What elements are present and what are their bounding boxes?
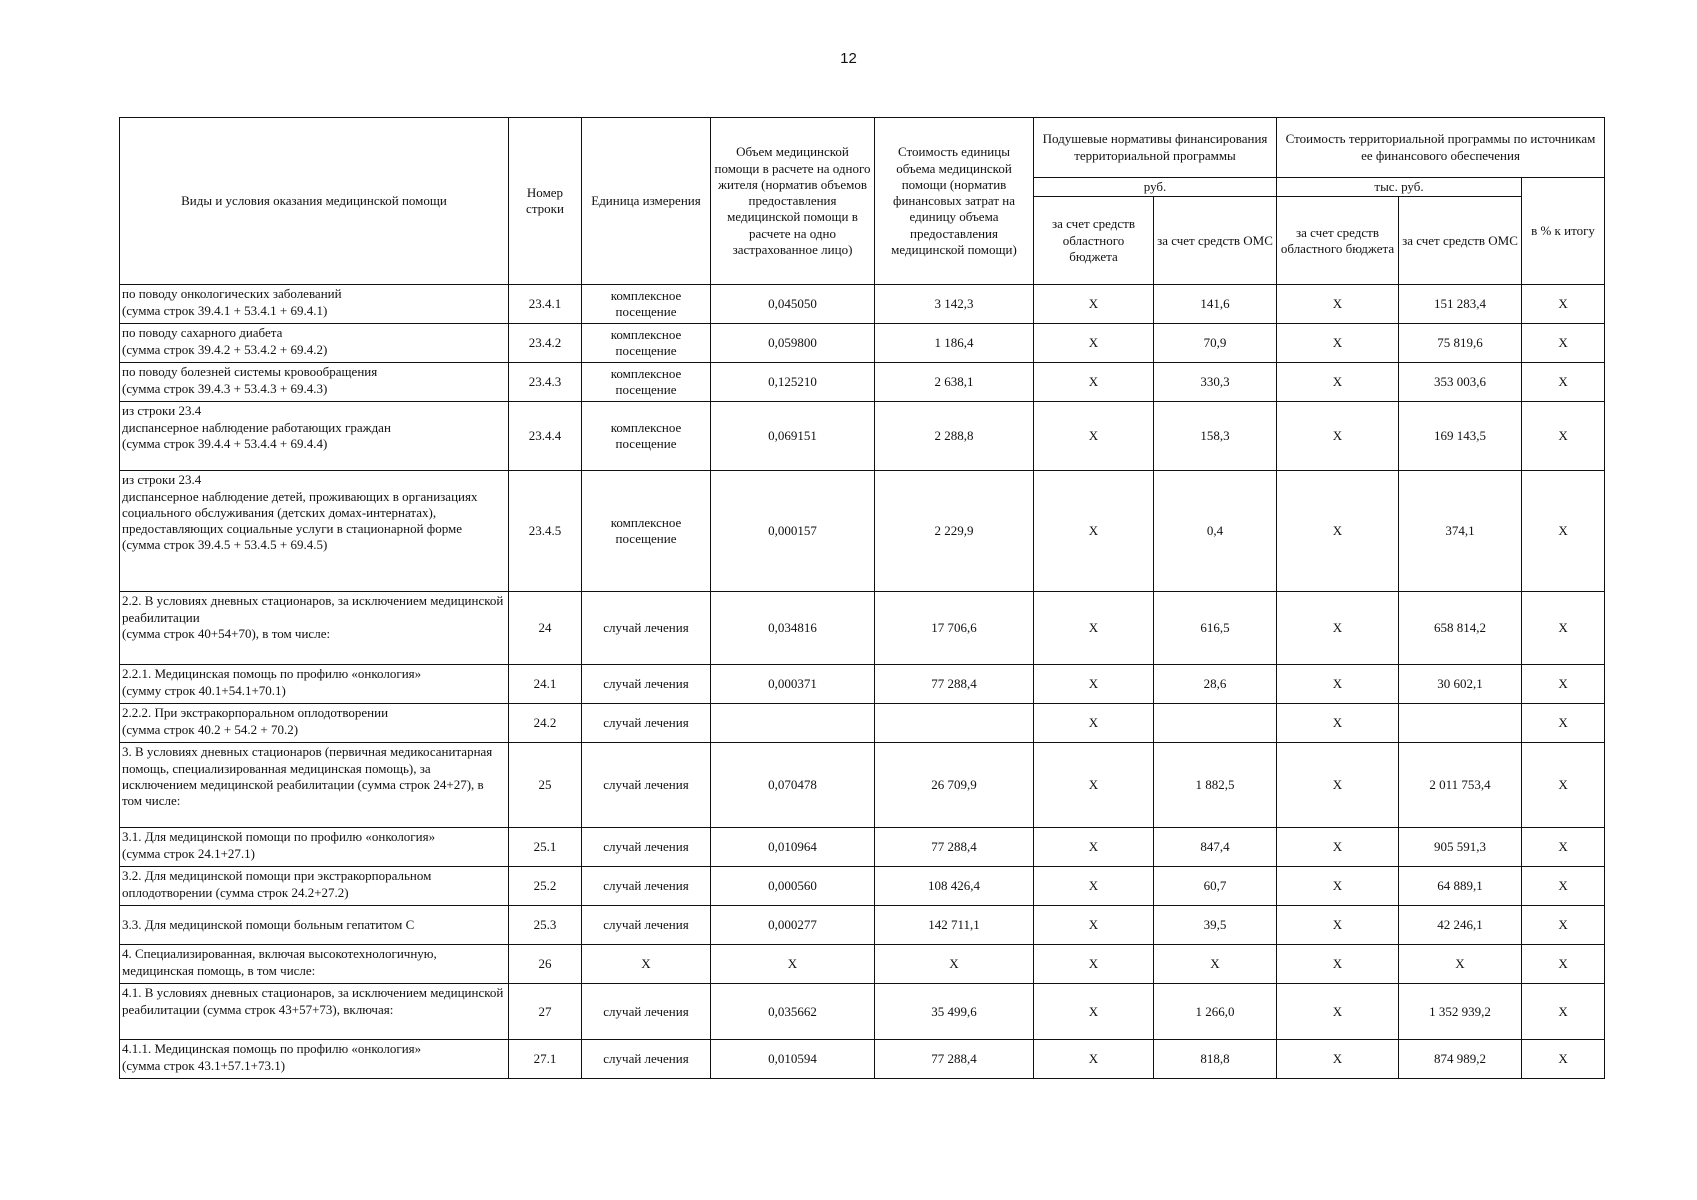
header-unit: Единица измерения xyxy=(582,118,711,285)
cell-program-budget: X xyxy=(1277,324,1399,363)
header-unit-thousand-rub: тыс. руб. xyxy=(1277,178,1522,197)
cell-program-oms: 905 591,3 xyxy=(1399,828,1522,867)
cell-volume: 0,069151 xyxy=(711,402,875,471)
header-group-program: Стоимость территориальной программы по источникам ее финансового обеспечения xyxy=(1277,118,1605,178)
cell-norm-oms: 70,9 xyxy=(1154,324,1277,363)
cell-percent: X xyxy=(1522,592,1605,665)
cell-norm-oms: 39,5 xyxy=(1154,906,1277,945)
financing-table xyxy=(119,117,1605,1079)
cell-program-budget: X xyxy=(1277,665,1399,704)
cell-unit: случай лечения xyxy=(582,906,711,945)
cell-cost: X xyxy=(875,945,1034,984)
cell-row-number: 27.1 xyxy=(509,1040,582,1079)
cell-name: 3.3. Для медицинской помощи больным гепатитом С xyxy=(120,906,509,945)
cell-percent: X xyxy=(1522,743,1605,828)
cell-row-number: 24 xyxy=(509,592,582,665)
header-row-number: Номер строки xyxy=(509,118,582,285)
cell-cost: 2 638,1 xyxy=(875,363,1034,402)
cell-row-number: 26 xyxy=(509,945,582,984)
cell-volume xyxy=(711,704,875,743)
cell-percent: X xyxy=(1522,828,1605,867)
table-row xyxy=(120,402,1605,471)
cell-norm-oms: 141,6 xyxy=(1154,285,1277,324)
cell-volume: 0,035662 xyxy=(711,984,875,1040)
cell-row-number: 23.4.1 xyxy=(509,285,582,324)
cell-unit: случай лечения xyxy=(582,867,711,906)
cell-program-budget: X xyxy=(1277,906,1399,945)
table-row xyxy=(120,665,1605,704)
cell-norm-budget: X xyxy=(1034,743,1154,828)
cell-unit: комплексное посещение xyxy=(582,363,711,402)
header-volume: Объем медицинской помощи в расчете на одного жителя (норматив объемов предоставления медицинской помощи в расчете на одно застрахованное лицо) xyxy=(711,118,875,285)
cell-program-budget: X xyxy=(1277,984,1399,1040)
cell-program-oms: 658 814,2 xyxy=(1399,592,1522,665)
header-cost: Стоимость единицы объема медицинской помощи (норматив финансовых затрат на единицу объема предоставления медицинской помощи) xyxy=(875,118,1034,285)
cell-norm-budget: X xyxy=(1034,363,1154,402)
cell-norm-budget: X xyxy=(1034,906,1154,945)
cell-program-oms: 1 352 939,2 xyxy=(1399,984,1522,1040)
cell-cost: 77 288,4 xyxy=(875,665,1034,704)
cell-program-budget: X xyxy=(1277,704,1399,743)
cell-row-number: 25.1 xyxy=(509,828,582,867)
cell-volume: 0,000560 xyxy=(711,867,875,906)
cell-percent: X xyxy=(1522,906,1605,945)
cell-unit: X xyxy=(582,945,711,984)
table-header xyxy=(120,118,1605,285)
table-row xyxy=(120,704,1605,743)
cell-norm-oms: 1 882,5 xyxy=(1154,743,1277,828)
cell-norm-budget: X xyxy=(1034,592,1154,665)
cell-unit: комплексное посещение xyxy=(582,402,711,471)
table-row xyxy=(120,906,1605,945)
cell-unit: случай лечения xyxy=(582,665,711,704)
table-row xyxy=(120,945,1605,984)
cell-cost: 108 426,4 xyxy=(875,867,1034,906)
cell-unit: случай лечения xyxy=(582,828,711,867)
cell-percent: X xyxy=(1522,471,1605,592)
cell-program-budget: X xyxy=(1277,945,1399,984)
cell-volume: 0,125210 xyxy=(711,363,875,402)
cell-program-oms: 30 602,1 xyxy=(1399,665,1522,704)
header-percent: в % к итогу xyxy=(1522,178,1605,285)
cell-name: 4.1.1. Медицинская помощь по профилю «онкология» (сумма строк 43.1+57.1+73.1) xyxy=(120,1040,509,1079)
cell-percent: X xyxy=(1522,867,1605,906)
cell-volume: 0,010964 xyxy=(711,828,875,867)
cell-cost: 17 706,6 xyxy=(875,592,1034,665)
cell-volume: 0,000277 xyxy=(711,906,875,945)
cell-program-budget: X xyxy=(1277,471,1399,592)
cell-volume: 0,045050 xyxy=(711,285,875,324)
cell-name: по поводу сахарного диабета (сумма строк 39.4.2 + 53.4.2 + 69.4.2) xyxy=(120,324,509,363)
cell-program-budget: X xyxy=(1277,743,1399,828)
table-row xyxy=(120,592,1605,665)
cell-percent: X xyxy=(1522,402,1605,471)
cell-norm-budget: X xyxy=(1034,402,1154,471)
cell-name: из строки 23.4 диспансерное наблюдение детей, проживающих в организациях социального обслуживания (детских домах-интернатах), предоставляющих социальные услуги в стационарной форме (сумма строк 39.4.5 + 53.4.5 + 69.4.5) xyxy=(120,471,509,592)
cell-percent: X xyxy=(1522,1040,1605,1079)
cell-percent: X xyxy=(1522,984,1605,1040)
cell-row-number: 25 xyxy=(509,743,582,828)
cell-name: из строки 23.4 диспансерное наблюдение работающих граждан (сумма строк 39.4.4 + 53.4.4 + 69.4.4) xyxy=(120,402,509,471)
cell-cost: 77 288,4 xyxy=(875,1040,1034,1079)
cell-cost: 2 229,9 xyxy=(875,471,1034,592)
cell-volume: 0,010594 xyxy=(711,1040,875,1079)
cell-percent: X xyxy=(1522,945,1605,984)
cell-norm-oms: 158,3 xyxy=(1154,402,1277,471)
cell-name: 2.2.1. Медицинская помощь по профилю «онкология» (сумму строк 40.1+54.1+70.1) xyxy=(120,665,509,704)
header-program-oms: за счет средств ОМС xyxy=(1399,197,1522,285)
cell-percent: X xyxy=(1522,363,1605,402)
cell-row-number: 24.2 xyxy=(509,704,582,743)
cell-norm-budget: X xyxy=(1034,285,1154,324)
table-row xyxy=(120,324,1605,363)
table-row xyxy=(120,285,1605,324)
cell-program-oms: 151 283,4 xyxy=(1399,285,1522,324)
page-number: 12 xyxy=(840,50,857,67)
cell-row-number: 23.4.2 xyxy=(509,324,582,363)
cell-name: 3.1. Для медицинской помощи по профилю «онкология» (сумма строк 24.1+27.1) xyxy=(120,828,509,867)
cell-norm-budget: X xyxy=(1034,945,1154,984)
cell-program-budget: X xyxy=(1277,828,1399,867)
cell-program-budget: X xyxy=(1277,363,1399,402)
cell-norm-oms: 0,4 xyxy=(1154,471,1277,592)
cell-name: 3. В условиях дневных стационаров (первичная медикосанитарная помощь, специализированная медицинская помощь), за исключением медицинской реабилитации (сумма строк 24+27), в том числе: xyxy=(120,743,509,828)
cell-row-number: 24.1 xyxy=(509,665,582,704)
cell-row-number: 25.2 xyxy=(509,867,582,906)
cell-name: по поводу болезней системы кровообращения (сумма строк 39.4.3 + 53.4.3 + 69.4.3) xyxy=(120,363,509,402)
cell-program-oms: 42 246,1 xyxy=(1399,906,1522,945)
header-name: Виды и условия оказания медицинской помощи xyxy=(120,118,509,285)
cell-norm-budget: X xyxy=(1034,704,1154,743)
cell-norm-oms: X xyxy=(1154,945,1277,984)
cell-program-budget: X xyxy=(1277,1040,1399,1079)
cell-percent: X xyxy=(1522,324,1605,363)
cell-program-oms: X xyxy=(1399,945,1522,984)
cell-norm-oms: 818,8 xyxy=(1154,1040,1277,1079)
cell-norm-oms: 28,6 xyxy=(1154,665,1277,704)
cell-program-budget: X xyxy=(1277,592,1399,665)
table-row xyxy=(120,743,1605,828)
header-norm-budget: за счет средств областного бюджета xyxy=(1034,197,1154,285)
cell-unit: случай лечения xyxy=(582,704,711,743)
cell-program-oms: 874 989,2 xyxy=(1399,1040,1522,1079)
table-row xyxy=(120,471,1605,592)
cell-program-oms: 374,1 xyxy=(1399,471,1522,592)
cell-unit: комплексное посещение xyxy=(582,285,711,324)
cell-unit: случай лечения xyxy=(582,592,711,665)
cell-cost: 77 288,4 xyxy=(875,828,1034,867)
cell-volume: 0,000157 xyxy=(711,471,875,592)
cell-name: 2.2.2. При экстракорпоральном оплодотворении (сумма строк 40.2 + 54.2 + 70.2) xyxy=(120,704,509,743)
cell-cost xyxy=(875,704,1034,743)
cell-program-budget: X xyxy=(1277,285,1399,324)
cell-program-oms xyxy=(1399,704,1522,743)
cell-volume: 0,070478 xyxy=(711,743,875,828)
cell-unit: комплексное посещение xyxy=(582,324,711,363)
cell-row-number: 27 xyxy=(509,984,582,1040)
table-row xyxy=(120,984,1605,1040)
cell-norm-oms: 330,3 xyxy=(1154,363,1277,402)
cell-name: по поводу онкологических заболеваний (сумма строк 39.4.1 + 53.4.1 + 69.4.1) xyxy=(120,285,509,324)
cell-norm-budget: X xyxy=(1034,828,1154,867)
cell-row-number: 23.4.4 xyxy=(509,402,582,471)
cell-program-budget: X xyxy=(1277,402,1399,471)
cell-norm-budget: X xyxy=(1034,867,1154,906)
cell-name: 4. Специализированная, включая высокотехнологичную, медицинская помощь, в том числе: xyxy=(120,945,509,984)
cell-volume: 0,059800 xyxy=(711,324,875,363)
cell-norm-budget: X xyxy=(1034,1040,1154,1079)
cell-program-oms: 64 889,1 xyxy=(1399,867,1522,906)
cell-percent: X xyxy=(1522,665,1605,704)
cell-row-number: 23.4.5 xyxy=(509,471,582,592)
table-row xyxy=(120,1040,1605,1079)
cell-program-oms: 75 819,6 xyxy=(1399,324,1522,363)
cell-program-budget: X xyxy=(1277,867,1399,906)
cell-norm-oms: 60,7 xyxy=(1154,867,1277,906)
table-row xyxy=(120,828,1605,867)
table-body xyxy=(120,285,1605,1079)
table-row xyxy=(120,867,1605,906)
cell-cost: 35 499,6 xyxy=(875,984,1034,1040)
table-row xyxy=(120,363,1605,402)
header-unit-rub: руб. xyxy=(1034,178,1277,197)
cell-program-oms: 2 011 753,4 xyxy=(1399,743,1522,828)
cell-volume: 0,034816 xyxy=(711,592,875,665)
cell-cost: 1 186,4 xyxy=(875,324,1034,363)
cell-name: 4.1. В условиях дневных стационаров, за исключением медицинской реабилитации (сумма строк 43+57+73), включая: xyxy=(120,984,509,1040)
header-program-budget: за счет средств областного бюджета xyxy=(1277,197,1399,285)
cell-percent: X xyxy=(1522,704,1605,743)
header-group-norms: Подушевые нормативы финансирования территориальной программы xyxy=(1034,118,1277,178)
cell-norm-oms: 616,5 xyxy=(1154,592,1277,665)
cell-unit: случай лечения xyxy=(582,743,711,828)
cell-cost: 3 142,3 xyxy=(875,285,1034,324)
cell-name: 3.2. Для медицинской помощи при экстракорпоральном оплодотворении (сумма строк 24.2+27.2) xyxy=(120,867,509,906)
cell-volume: X xyxy=(711,945,875,984)
cell-norm-budget: X xyxy=(1034,984,1154,1040)
cell-cost: 26 709,9 xyxy=(875,743,1034,828)
header-norm-oms: за счет средств ОМС xyxy=(1154,197,1277,285)
cell-norm-oms: 847,4 xyxy=(1154,828,1277,867)
cell-unit: комплексное посещение xyxy=(582,471,711,592)
cell-row-number: 25.3 xyxy=(509,906,582,945)
cell-unit: случай лечения xyxy=(582,1040,711,1079)
cell-norm-oms xyxy=(1154,704,1277,743)
cell-program-oms: 169 143,5 xyxy=(1399,402,1522,471)
cell-cost: 142 711,1 xyxy=(875,906,1034,945)
cell-norm-budget: X xyxy=(1034,324,1154,363)
cell-unit: случай лечения xyxy=(582,984,711,1040)
cell-row-number: 23.4.3 xyxy=(509,363,582,402)
cell-cost: 2 288,8 xyxy=(875,402,1034,471)
cell-norm-budget: X xyxy=(1034,665,1154,704)
cell-norm-budget: X xyxy=(1034,471,1154,592)
cell-norm-oms: 1 266,0 xyxy=(1154,984,1277,1040)
cell-program-oms: 353 003,6 xyxy=(1399,363,1522,402)
cell-volume: 0,000371 xyxy=(711,665,875,704)
cell-percent: X xyxy=(1522,285,1605,324)
cell-name: 2.2. В условиях дневных стационаров, за исключением медицинской реабилитации (сумма строк 40+54+70), в том числе: xyxy=(120,592,509,665)
